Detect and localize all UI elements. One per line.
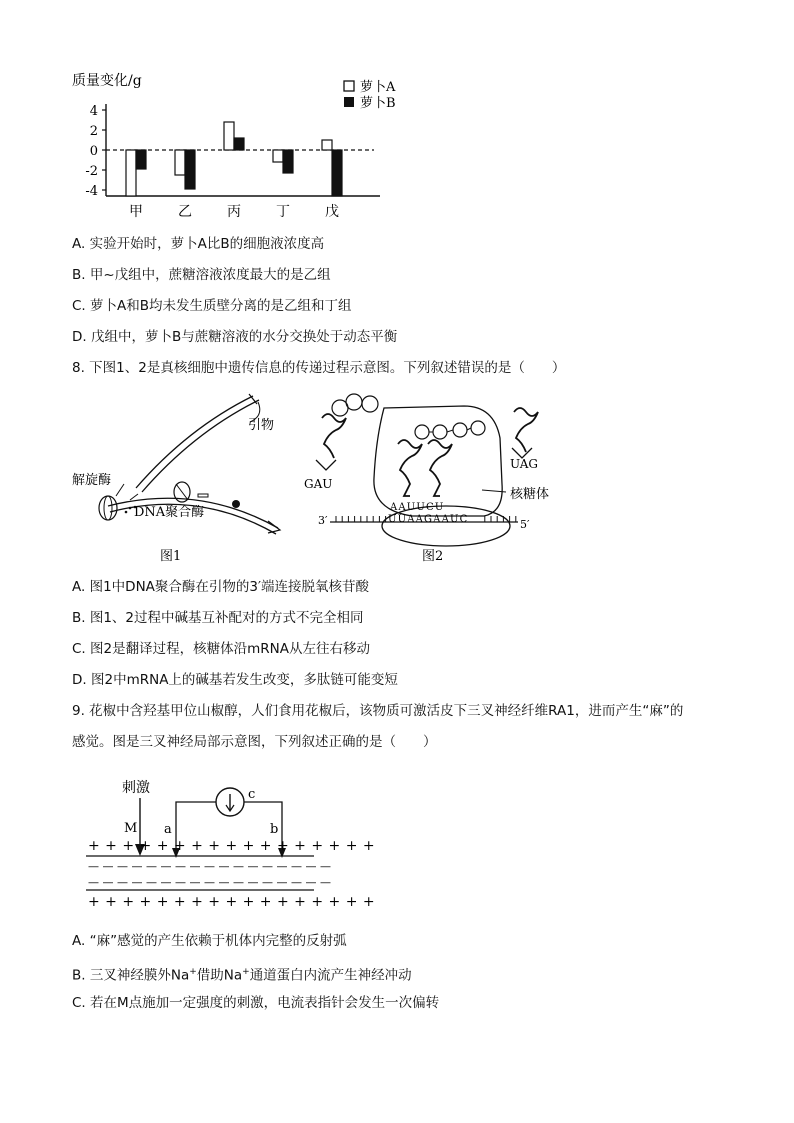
q9-option-b-part2: 借助Na (196, 967, 243, 984)
q7-option-d[interactable]: D. 戊组中，萝卜B与蔗糖溶液的水分交换处于动态平衡 (72, 329, 398, 345)
q7-option-c[interactable]: C. 萝卜A和B均未发生质壁分离的是乙组和丁组 (72, 298, 352, 314)
q8-stem: 8. 下图1、2是真核细胞中遗传信息的传递过程示意图。下列叙述错误的是（ ） (72, 360, 566, 376)
figure-2-translation (296, 388, 556, 568)
trna-bound-1 (398, 440, 422, 496)
figure-1-caption: 图1 (160, 549, 182, 564)
y-tick-label: -2 (85, 164, 98, 179)
q9-option-b-part3: 通道蛋白内流产生神经冲动 (249, 967, 412, 984)
q7-option-a[interactable]: A. 实验开始时，萝卜A比B的细胞液浓度高 (72, 236, 325, 252)
legend-swatch-b (344, 97, 354, 107)
trna-free-right (512, 408, 538, 458)
label-ribosome: 核糖体 (510, 487, 550, 502)
bar-甲-0 (126, 150, 136, 196)
bar-乙-0 (175, 150, 185, 175)
x-category-label: 乙 (178, 204, 192, 220)
label-dna-polymerase: DNA聚合酶 (134, 505, 205, 520)
label-a: a (164, 822, 172, 837)
x-category-label: 丁 (276, 204, 290, 220)
label-helicase: 解旋酶 (72, 473, 112, 488)
label-b: b (270, 822, 279, 837)
membrane-outer-top: + + + + + + + + + + + + + + + + + (88, 838, 376, 854)
q9-option-b-sup2: + (242, 967, 250, 977)
bar-丁-0 (273, 150, 283, 162)
mrna-3-end: 3′ (318, 514, 328, 527)
figure-1-replication (68, 388, 308, 568)
q7-option-b[interactable]: B. 甲~戊组中，蔗糖溶液浓度最大的是乙组 (72, 267, 331, 283)
mrna-codons: U U A A G A A U C (388, 514, 467, 525)
bar-戊-0 (322, 140, 332, 150)
figure-2-caption: 图2 (422, 549, 444, 564)
membrane-inner-top: — — — — — — — — — — — — — — — — — (88, 860, 331, 873)
label-primer: 引物 (248, 418, 275, 433)
helicase-shape (99, 496, 117, 520)
x-category-label: 甲 (129, 204, 143, 220)
q9-option-b-sup1: + (189, 967, 197, 977)
trna-anticodons: A A U U C U (390, 502, 443, 513)
legend-label-a: 萝卜A (360, 80, 396, 95)
label-M: M (124, 821, 138, 836)
bar-丙-1 (234, 138, 244, 150)
figure-nerve-fiber (84, 772, 376, 912)
q8-option-d[interactable]: D. 图2中mRNA上的碱基若发生改变，多肽链可能变短 (72, 672, 398, 688)
q9-option-a[interactable]: A. “麻”感觉的产生依赖于机体内完整的反射弧 (72, 933, 347, 949)
chart-ylabel: 质量变化/g (72, 73, 142, 89)
q9-option-b-part1: B. 三叉神经膜外Na (72, 967, 190, 984)
chart-plot-area (85, 104, 380, 220)
polymerase-dot (232, 500, 240, 508)
bar-丁-1 (283, 150, 293, 173)
bar-戊-1 (332, 150, 342, 196)
bar-丙-0 (224, 122, 234, 150)
y-tick-label: 4 (89, 104, 98, 119)
label-stimulus: 刺激 (122, 780, 150, 796)
mass-change-chart (60, 68, 410, 228)
membrane-outer-bottom: + + + + + + + + + + + + + + + + + (88, 894, 376, 910)
q9-stem-line1: 9. 花椒中含羟基甲位山椒醇，人们食用花椒后，该物质可激活皮下三叉神经纤维RA1，进而产生“麻”的 (72, 703, 684, 719)
mrna-5-end: 5′ (520, 518, 530, 531)
bar-乙-1 (185, 150, 195, 189)
legend-label-b: 萝卜B (360, 96, 396, 111)
bar-甲-1 (136, 150, 146, 169)
q8-option-b[interactable]: B. 图1、2过程中碱基互补配对的方式不完全相同 (72, 610, 364, 626)
y-tick-label: 0 (89, 144, 98, 159)
label-c: c (248, 787, 256, 802)
q9-option-c[interactable]: C. 若在M点施加一定强度的刺激，电流表指针会发生一次偏转 (72, 995, 440, 1011)
membrane-inner-bottom: — — — — — — — — — — — — — — — — — (88, 876, 331, 889)
trna-bound-2 (428, 440, 452, 496)
q8-option-a[interactable]: A. 图1中DNA聚合酶在引物的3′端连接脱氧核苷酸 (72, 579, 370, 595)
y-tick-label: 2 (89, 124, 98, 139)
trna-codon-left: GAU (304, 477, 333, 491)
y-tick-label: -4 (85, 184, 98, 199)
trna-codon-right: UAG (510, 457, 538, 471)
q9-stem-line2: 感觉。图是三叉神经局部示意图，下列叙述正确的是（ ） (72, 734, 437, 750)
legend-swatch-a (344, 81, 354, 91)
x-category-label: 丙 (227, 204, 241, 220)
x-category-label: 戊 (325, 204, 339, 220)
q8-option-c[interactable]: C. 图2是翻译过程，核糖体沿mRNA从左往右移动 (72, 641, 370, 657)
q9-option-b[interactable] (72, 963, 412, 985)
trna-free-left (316, 394, 378, 470)
